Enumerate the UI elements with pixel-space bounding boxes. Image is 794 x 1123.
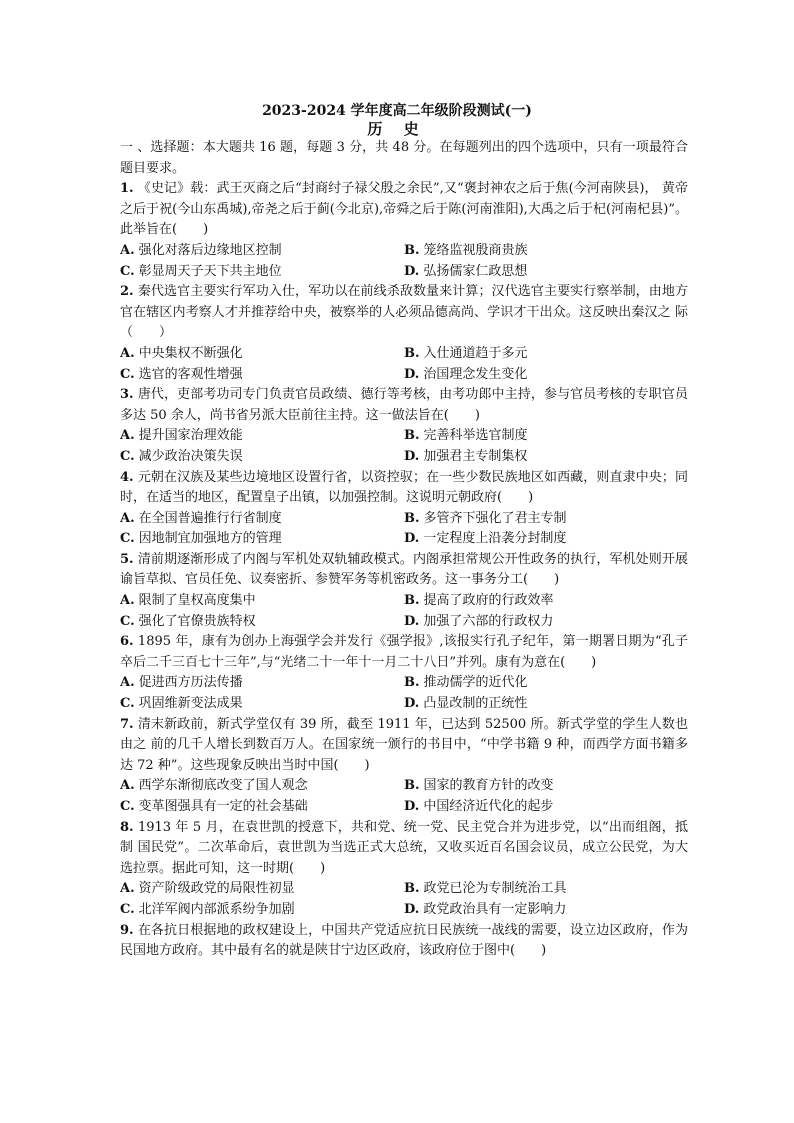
- option-item: [404, 797, 688, 818]
- option-item: [404, 509, 688, 530]
- option-item: [404, 673, 688, 694]
- option-letter: B.: [404, 675, 420, 691]
- option-text: 推动儒学的近代化: [423, 675, 528, 691]
- option-text: 治国理念发生变化: [423, 366, 528, 382]
- option-text: 巩固维新变法成果: [138, 696, 243, 712]
- question-2: [120, 282, 688, 385]
- question-4: [120, 468, 688, 550]
- option-letter: D.: [404, 366, 420, 382]
- option-item: [404, 900, 688, 921]
- option-text: 减少政治决策失误: [138, 448, 243, 464]
- option-text: 变革图强具有一定的社会基础: [138, 799, 308, 814]
- option-text: 因地制宜加强地方的管理: [138, 531, 282, 547]
- question-list: [120, 179, 688, 962]
- option-item: [404, 447, 688, 468]
- option-letter: C.: [120, 696, 135, 712]
- option-text: 加强了六部的行政权力: [423, 613, 554, 629]
- option-text: 完善科举选官制度: [423, 428, 528, 444]
- question-stem: [120, 715, 688, 777]
- option-letter: A.: [120, 778, 135, 794]
- question-text: 唐代，吏部考功司专门负责官员政绩、德行等考核，由考功郎中主持，参与官员考核的专职官员 多达 50 余人，尚书省另派大臣前往主持。这一做法旨在( ): [120, 387, 688, 423]
- option-letter: B.: [404, 428, 420, 444]
- question-number: 5.: [120, 551, 134, 567]
- option-letter: B.: [404, 778, 420, 794]
- option-item: [120, 612, 404, 633]
- option-item: [120, 797, 404, 818]
- option-letter: D.: [404, 613, 420, 629]
- option-list: [120, 344, 688, 385]
- option-text: 凸显改制的正统性: [423, 696, 528, 712]
- option-letter: A.: [120, 510, 135, 526]
- option-item: [120, 900, 404, 921]
- option-item: [404, 591, 688, 612]
- option-item: [404, 241, 688, 262]
- question-1: [120, 179, 688, 282]
- question-8: [120, 818, 688, 921]
- option-item: [120, 776, 404, 797]
- question-number: 8.: [120, 819, 134, 835]
- option-list: [120, 241, 688, 282]
- option-item: [120, 241, 404, 262]
- section-heading-block: [120, 138, 688, 179]
- option-list: [120, 509, 688, 550]
- question-stem: [120, 921, 688, 962]
- option-letter: D.: [404, 531, 420, 547]
- question-text: 元朝在汉族及某些边境地区设置行省，以资控驭；在一些少数民族地区如西藏，则直隶中央；同 时，在适当的地区，配置皇子出镇，以加强控制。这说明元朝政府( ): [120, 469, 688, 506]
- option-item: [120, 694, 404, 715]
- option-item: [404, 365, 688, 386]
- section-heading: 一 、选择题：本大题共 16 题，每题 3 分，共 48 分。在每题列出的四个选项中，只有一项最符合题目要求。: [120, 140, 688, 176]
- option-text: 国家的教育方针的改变: [423, 778, 554, 794]
- option-item: [120, 447, 404, 468]
- option-text: 弘扬儒家仁政思想: [423, 263, 528, 279]
- option-text: 一定程度上沿袭分封制度: [423, 531, 567, 547]
- option-letter: D.: [404, 696, 420, 712]
- option-item: [404, 612, 688, 633]
- question-text: 在各抗日根据地的政权建设上，中国共产党适应抗日民族统一战线的需要，设立边区政府，作为民国地方政府。其中最有名的就是陕甘宁边区政府，该政府位于图中( ): [120, 922, 688, 959]
- question-7: [120, 715, 688, 818]
- question-number: 7.: [120, 716, 134, 732]
- question-stem: [120, 179, 688, 241]
- question-text: 1895 年，康有为创办上海强学会并发行《强学报》,该报实行孔子纪年，第一期署日期为“孔子 卒后二千三百七十三年”,与“光绪二十一年十一月二十八日”并列。康有为意在( ): [120, 634, 688, 670]
- option-letter: A.: [120, 881, 135, 897]
- question-text: 秦代选官主要实行军功入仕，军功以在前线杀敌数量来计算；汉代选官主要实行察举制，由地方 官在辖区内考察人才并推荐给中央，被察举的人必须品德高尚、学识才干出众。这反映出秦汉之 际（ ）: [120, 284, 688, 341]
- question-stem: [120, 468, 688, 509]
- option-letter: C.: [120, 263, 135, 279]
- option-item: [404, 694, 688, 715]
- option-item: [120, 879, 404, 900]
- question-text: 清末新政前，新式学堂仅有 39 所，截至 1911 年，已达到 52500 所。新式学堂的学生人数也由之 前的几千人增长到数百万人。在国家统一颁行的书目中，“中学书籍 9 种，而西学方面书籍多达 72 种”。这些现象反映出当时中国( ): [120, 716, 688, 773]
- option-list: [120, 879, 688, 920]
- option-item: [404, 879, 688, 900]
- option-text: 促进西方历法传播: [138, 675, 243, 691]
- option-text: 北洋军阀内部派系纷争加剧: [138, 901, 295, 917]
- option-text: 加强君主专制集权: [423, 448, 528, 464]
- question-stem: [120, 818, 688, 880]
- question-text: 《史记》载：武王灭商之后“封商纣子禄父殷之余民”,又“褒封神农之后于焦(今河南陕县)， 黄帝之后于祝(今山东禹城),帝尧之后于蓟(今北京),帝舜之后于陈(河南淮阳),大禹之后于杞(河南杞县)”。此举旨在( ): [120, 181, 688, 238]
- option-item: [120, 529, 404, 550]
- option-letter: D.: [404, 799, 420, 814]
- option-list: [120, 673, 688, 714]
- exam-content: [120, 138, 688, 962]
- option-text: 中国经济近代化的起步: [423, 799, 554, 814]
- option-item: [404, 426, 688, 447]
- option-text: 彰显周天子天下共主地位: [138, 263, 282, 279]
- subject-title: 历 史: [367, 120, 427, 138]
- option-letter: A.: [120, 675, 135, 691]
- option-letter: B.: [404, 242, 420, 258]
- question-number: 9.: [120, 922, 134, 938]
- option-item: [404, 776, 688, 797]
- question-number: 4.: [120, 469, 134, 485]
- option-list: [120, 591, 688, 632]
- option-text: 强化了官僚贵族特权: [138, 613, 256, 629]
- option-letter: C.: [120, 901, 135, 917]
- option-letter: A.: [120, 428, 135, 444]
- option-letter: C.: [120, 448, 135, 464]
- question-5: [120, 550, 688, 632]
- option-letter: A.: [120, 593, 135, 609]
- option-text: 政党已沦为专制统治工具: [423, 881, 567, 897]
- option-letter: A.: [120, 242, 135, 258]
- option-list: [120, 426, 688, 467]
- question-stem: [120, 550, 688, 591]
- option-text: 西学东渐彻底改变了国人观念: [138, 778, 308, 794]
- option-letter: B.: [404, 345, 420, 361]
- option-text: 入仕通道趋于多元: [423, 345, 528, 361]
- option-letter: A.: [120, 345, 135, 361]
- option-text: 提高了政府的行政效率: [423, 593, 554, 609]
- option-letter: C.: [120, 531, 135, 547]
- option-text: 多管齐下强化了君主专制: [423, 510, 567, 526]
- option-letter: C.: [120, 799, 135, 814]
- question-text: 1913 年 5 月，在袁世凯的授意下，共和党、统一党、民主党合并为进步党，以“出而组阁，抵制 国民党”。二次革命后，袁世凯为当选正式大总统，又收买近百名国会议员，成立公民党，为大 选拉票。据此可知，这一时期( ): [120, 819, 688, 876]
- exam-title: 2023-2024 学年度高二年级阶段测试(一): [262, 103, 532, 119]
- option-item: [404, 344, 688, 365]
- question-number: 2.: [120, 284, 134, 300]
- option-item: [120, 344, 404, 365]
- option-letter: C.: [120, 366, 135, 382]
- question-number: 6.: [120, 634, 134, 650]
- option-item: [404, 262, 688, 283]
- option-text: 资产阶级政党的局限性初显: [138, 881, 295, 897]
- option-text: 强化对落后边缘地区控制: [138, 242, 282, 258]
- option-list: [120, 776, 688, 817]
- option-text: 政党政治具有一定影响力: [423, 901, 567, 917]
- option-text: 限制了皇权高度集中: [138, 593, 256, 609]
- option-item: [120, 365, 404, 386]
- option-item: [404, 529, 688, 550]
- question-3: [120, 385, 688, 467]
- question-text: 清前期逐渐形成了内阁与军机处双轨辅政模式。内阁承担常规公开性政务的执行，军机处则开展 谕旨草拟、官员任免、议奏密折、参赞军务等机密政务。这一事务分工( ): [120, 551, 688, 588]
- option-text: 笼络监视殷商贵族: [423, 242, 528, 258]
- option-letter: B.: [404, 593, 420, 609]
- question-stem: [120, 282, 688, 344]
- option-text: 选官的客观性增强: [138, 366, 243, 382]
- option-item: [120, 673, 404, 694]
- question-stem: [120, 632, 688, 673]
- question-number: 1.: [120, 181, 134, 197]
- option-letter: B.: [404, 881, 420, 897]
- option-letter: C.: [120, 613, 135, 629]
- question-9: [120, 921, 688, 962]
- question-6: [120, 632, 688, 714]
- option-item: [120, 591, 404, 612]
- option-text: 中央集权不断强化: [138, 345, 243, 361]
- option-letter: B.: [404, 510, 420, 526]
- option-letter: D.: [404, 263, 420, 279]
- option-text: 提升国家治理效能: [138, 428, 243, 444]
- option-letter: D.: [404, 448, 420, 464]
- option-item: [120, 426, 404, 447]
- option-item: [120, 262, 404, 283]
- option-item: [120, 509, 404, 530]
- question-number: 3.: [120, 387, 134, 403]
- option-text: 在全国普遍推行行省制度: [138, 510, 282, 526]
- question-stem: [120, 385, 688, 426]
- option-letter: D.: [404, 901, 420, 917]
